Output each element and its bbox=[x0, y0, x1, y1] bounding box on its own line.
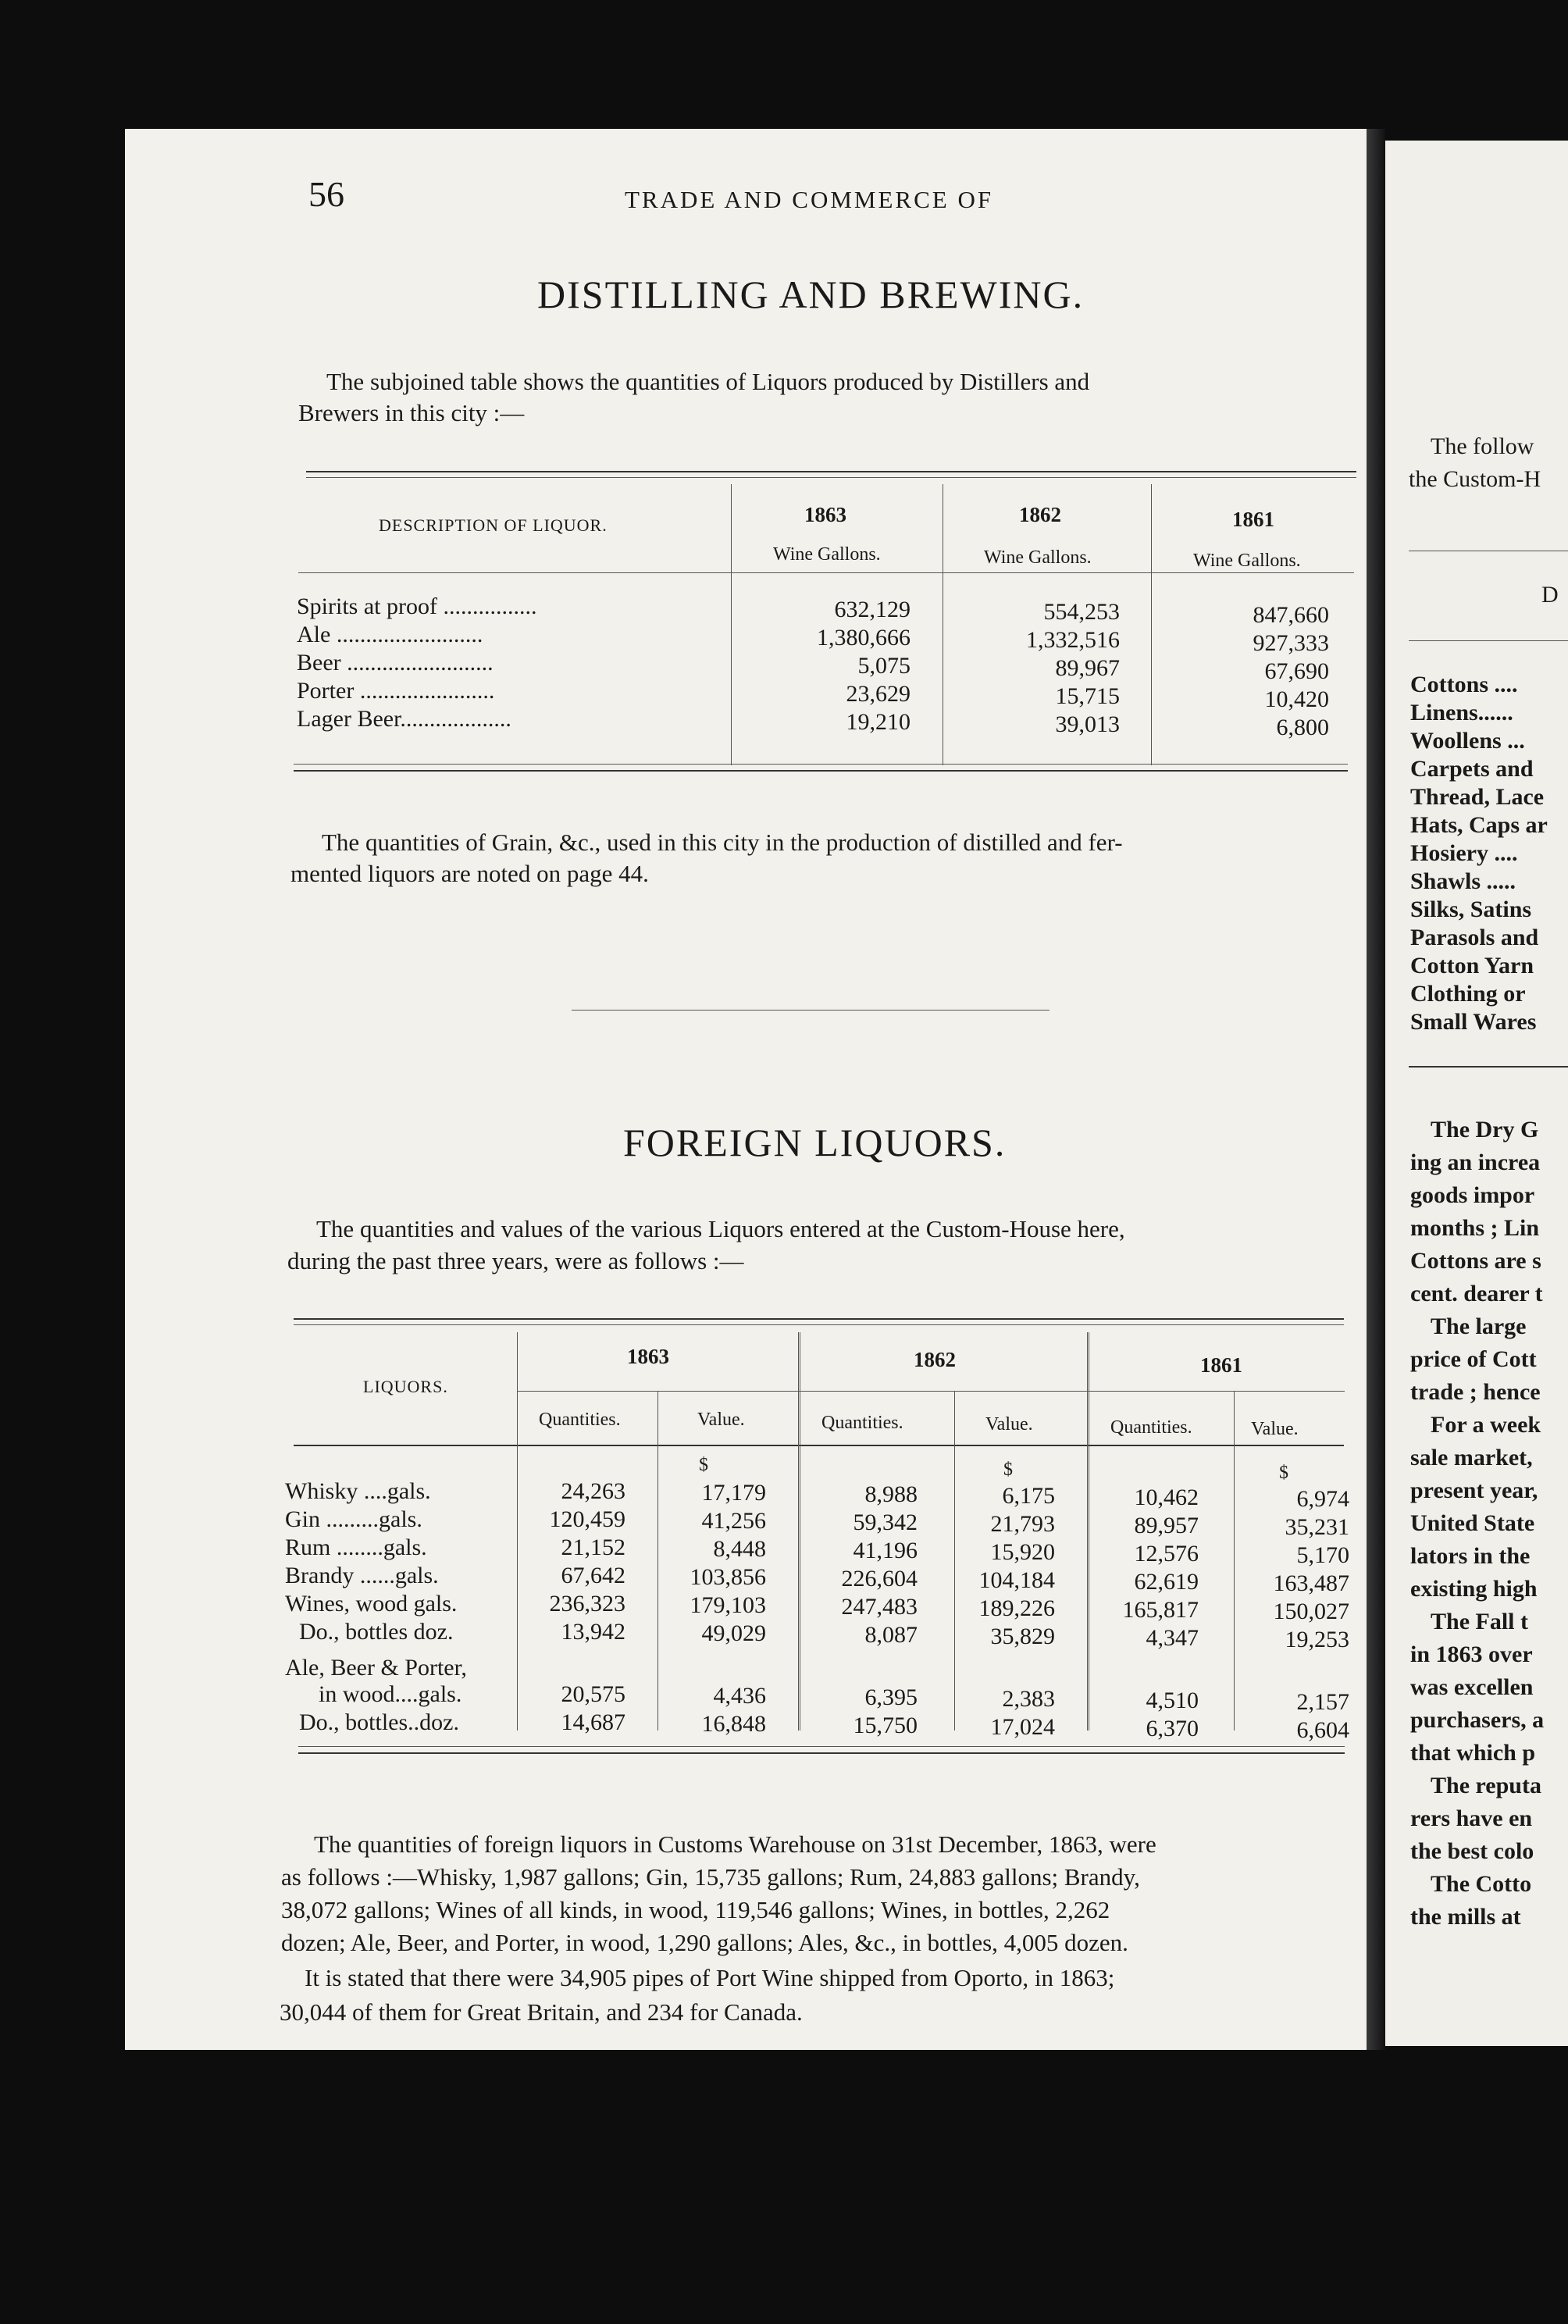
right-page-line: cent. dearer t bbox=[1410, 1281, 1543, 1306]
right-page-line: Cottons .... bbox=[1410, 672, 1518, 697]
table2-dollar-1863: $ bbox=[699, 1455, 708, 1475]
table2-liquors-header: LIQUORS. bbox=[363, 1377, 448, 1396]
table1-cell: 39,013 bbox=[1055, 711, 1120, 737]
table2-cell: 35,829 bbox=[990, 1624, 1055, 1649]
table1-top-rule-2 bbox=[306, 477, 1356, 478]
table2-dollar-1862: $ bbox=[1003, 1460, 1013, 1480]
table2-val-header-1861: Value. bbox=[1251, 1419, 1299, 1439]
table2-cell: 2,383 bbox=[1002, 1686, 1055, 1712]
section-divider bbox=[572, 1010, 1049, 1011]
table1-cell: 554,253 bbox=[1043, 599, 1120, 625]
table2-cell: 179,103 bbox=[690, 1592, 766, 1618]
table2-cell: 104,184 bbox=[978, 1567, 1055, 1593]
table2-cell: 6,974 bbox=[1296, 1486, 1349, 1512]
table1-cell: 89,967 bbox=[1055, 655, 1120, 681]
table1-unit-1861: Wine Gallons. bbox=[1193, 551, 1301, 571]
table2-cell: 120,459 bbox=[549, 1506, 625, 1532]
table2-row-label: Gin .........gals. bbox=[285, 1506, 422, 1532]
right-page-line: the mills at bbox=[1410, 1904, 1521, 1930]
table2-year-1862: 1862 bbox=[914, 1348, 956, 1371]
table1-cell: 6,800 bbox=[1276, 715, 1329, 740]
right-page-line: Thread, Lace bbox=[1410, 784, 1545, 810]
right-page-line: present year, bbox=[1410, 1477, 1538, 1503]
table1-cell: 5,075 bbox=[857, 653, 911, 679]
table2-col-divider bbox=[1234, 1391, 1235, 1731]
right-page-line: United State bbox=[1410, 1510, 1535, 1536]
table2-row-label: Brandy ......gals. bbox=[285, 1563, 439, 1588]
table2-cell: 4,510 bbox=[1146, 1688, 1199, 1713]
table2-year-1863: 1863 bbox=[627, 1345, 669, 1368]
right-page-line: Clothing or bbox=[1410, 981, 1526, 1007]
table2-cell: 49,029 bbox=[701, 1620, 766, 1646]
table2-cell: 20,575 bbox=[561, 1681, 625, 1707]
distilling-note-line1: The quantities of Grain, &c., used in this city in the production of distilled and fer- bbox=[322, 829, 1123, 856]
table2-cell: 6,604 bbox=[1296, 1717, 1349, 1743]
right-page-line: D bbox=[1541, 582, 1559, 608]
table2-val-header-1863: Value. bbox=[697, 1410, 745, 1430]
table2-cell: 15,920 bbox=[990, 1539, 1055, 1565]
table2-cell: 17,024 bbox=[990, 1714, 1055, 1740]
table2-cell: 247,483 bbox=[841, 1594, 918, 1620]
table1-top-rule bbox=[306, 471, 1356, 472]
paragraph-line: The quantities of foreign liquors in Customs Warehouse on 31st December, 1863, were bbox=[314, 1830, 1156, 1858]
right-page-line: Hats, Caps ar bbox=[1410, 812, 1548, 838]
right-page-rule bbox=[1409, 640, 1568, 641]
table1-desc-header: DESCRIPTION OF LIQUOR. bbox=[379, 515, 608, 535]
right-page-line: purchasers, a bbox=[1410, 1707, 1545, 1733]
table2-cell: 189,226 bbox=[978, 1595, 1055, 1621]
right-page-line: the Custom-H bbox=[1409, 466, 1541, 492]
table2-cell: 226,604 bbox=[841, 1566, 918, 1592]
table1-bottom-rule-2 bbox=[294, 770, 1348, 772]
table2-cell: 8,988 bbox=[864, 1481, 918, 1507]
table1-cell: 1,380,666 bbox=[817, 625, 911, 651]
table2-qty-header-1861: Quantities. bbox=[1110, 1417, 1192, 1438]
right-page-line: The Fall t bbox=[1431, 1609, 1528, 1634]
table1-unit-1863: Wine Gallons. bbox=[773, 544, 881, 565]
table2-cell: 59,342 bbox=[853, 1510, 918, 1535]
right-page-line: Shawls ..... bbox=[1410, 868, 1516, 894]
foreign-intro-line1: The quantities and values of the various Liquors entered at the Custom-House here, bbox=[316, 1215, 1125, 1242]
table2-cell: 21,793 bbox=[990, 1511, 1055, 1537]
right-page-line: that which p bbox=[1410, 1740, 1536, 1766]
table2-col-divider bbox=[517, 1332, 518, 1731]
table2-val-header-1862: Value. bbox=[985, 1414, 1033, 1435]
page-gutter bbox=[1367, 129, 1385, 2050]
right-page-line: Woollens ... bbox=[1410, 728, 1525, 754]
right-page-line: existing high bbox=[1410, 1576, 1538, 1602]
table2-row-label: Ale, Beer & Porter, bbox=[285, 1655, 467, 1681]
table2-cell: 12,576 bbox=[1134, 1541, 1199, 1567]
table2-year-1861: 1861 bbox=[1200, 1353, 1242, 1377]
table2-col-divider bbox=[954, 1391, 955, 1731]
paragraph-line: dozen; Ale, Beer, and Porter, in wood, 1,290 gallons; Ales, &c., in bottles, 4,005 dozen. bbox=[281, 1929, 1128, 1956]
table2-cell: 163,487 bbox=[1273, 1570, 1349, 1596]
right-page-line: Silks, Satins bbox=[1410, 896, 1532, 922]
table2-cell: 41,256 bbox=[701, 1508, 766, 1534]
table2-bottom-rule-2 bbox=[298, 1752, 1345, 1754]
table1-cell: 15,715 bbox=[1055, 683, 1120, 709]
table1-cell: 632,129 bbox=[834, 597, 911, 622]
table2-row-label: Rum ........gals. bbox=[285, 1534, 427, 1560]
table2-col-divider bbox=[798, 1332, 800, 1731]
table2-header-rule bbox=[294, 1445, 1344, 1446]
table1-cell: 23,629 bbox=[846, 681, 911, 707]
right-page-line: in 1863 over bbox=[1410, 1641, 1533, 1667]
right-page-line: The Cotto bbox=[1431, 1871, 1532, 1897]
table2-cell: 24,263 bbox=[561, 1478, 625, 1504]
table2-cell: 35,231 bbox=[1285, 1514, 1349, 1540]
right-page-line: lators in the bbox=[1410, 1543, 1531, 1569]
table2-top-rule-2 bbox=[294, 1324, 1344, 1325]
foreign-title: FOREIGN LIQUORS. bbox=[623, 1121, 1007, 1164]
table2-cell: 150,027 bbox=[1273, 1599, 1349, 1624]
table1-header-rule bbox=[298, 572, 1354, 573]
table2-cell: 21,152 bbox=[561, 1534, 625, 1560]
table2-row-label: Whisky ....gals. bbox=[285, 1478, 431, 1504]
right-page-line: Cotton Yarn bbox=[1410, 953, 1534, 978]
right-page-line: trade ; hence bbox=[1410, 1379, 1541, 1405]
table1-cell: 927,333 bbox=[1253, 630, 1329, 656]
distilling-note-line2: mented liquors are noted on page 44. bbox=[290, 860, 649, 887]
table2-cell: 8,448 bbox=[713, 1536, 766, 1562]
table1-bottom-rule bbox=[294, 764, 1348, 765]
right-page-line: Linens...... bbox=[1410, 700, 1513, 725]
table1-cell: 1,332,516 bbox=[1026, 627, 1120, 653]
table2-row-label: Do., bottles..doz. bbox=[299, 1709, 459, 1735]
right-page-line: months ; Lin bbox=[1410, 1215, 1540, 1241]
table2-year-rule bbox=[517, 1391, 1345, 1392]
distilling-title: DISTILLING AND BREWING. bbox=[537, 273, 1085, 316]
table2-dollar-1861: $ bbox=[1279, 1463, 1288, 1483]
table2-cell: 6,370 bbox=[1146, 1716, 1199, 1741]
running-head: TRADE AND COMMERCE OF bbox=[625, 186, 994, 213]
right-page-line: The follow bbox=[1431, 433, 1534, 459]
table2-cell: 4,347 bbox=[1146, 1625, 1199, 1651]
table1-year-1861: 1861 bbox=[1232, 508, 1274, 531]
table2-cell: 165,817 bbox=[1122, 1597, 1199, 1623]
table2-cell: 4,436 bbox=[713, 1683, 766, 1709]
table1-row-label: Porter ....................... bbox=[297, 678, 495, 704]
right-page-line: the best colo bbox=[1410, 1838, 1534, 1864]
right-page-line: sale market, bbox=[1410, 1445, 1533, 1470]
right-page-line: Small Wares bbox=[1410, 1009, 1537, 1035]
table2-cell: 41,196 bbox=[853, 1538, 918, 1563]
table2-cell: 15,750 bbox=[853, 1713, 918, 1738]
table1-col-divider-3 bbox=[1151, 484, 1152, 765]
distilling-intro-line2: Brewers in this city :— bbox=[298, 399, 525, 426]
table2-cell: 10,462 bbox=[1134, 1485, 1199, 1510]
right-page-line: The reputa bbox=[1431, 1773, 1541, 1798]
table1-cell: 847,660 bbox=[1253, 602, 1329, 628]
table2-cell: 17,179 bbox=[701, 1480, 766, 1506]
right-page-line: Hosiery .... bbox=[1410, 840, 1518, 866]
right-page-line: Parasols and bbox=[1410, 925, 1539, 950]
table2-cell: 2,157 bbox=[1296, 1689, 1349, 1715]
table2-cell: 6,175 bbox=[1002, 1483, 1055, 1509]
table2-qty-header-1862: Quantities. bbox=[821, 1413, 903, 1433]
table2-bottom-rule bbox=[298, 1746, 1345, 1747]
table1-unit-1862: Wine Gallons. bbox=[984, 547, 1092, 568]
table2-cell: 13,942 bbox=[561, 1619, 625, 1645]
table2-top-rule bbox=[294, 1318, 1344, 1320]
right-page-line: price of Cott bbox=[1410, 1346, 1537, 1372]
paragraph-line: as follows :—Whisky, 1,987 gallons; Gin, 15,735 gallons; Rum, 24,883 gallons; Brandy, bbox=[281, 1863, 1140, 1891]
table1-col-divider-1 bbox=[731, 484, 732, 765]
paragraph-line: 30,044 of them for Great Britain, and 234 for Canada. bbox=[280, 1998, 803, 2026]
paragraph-line: 38,072 gallons; Wines of all kinds, in wood, 119,546 gallons; Wines, in bottles, 2,262 bbox=[281, 1896, 1110, 1923]
table2-qty-header-1863: Quantities. bbox=[539, 1410, 621, 1430]
table2-row-label: Wines, wood gals. bbox=[285, 1591, 458, 1616]
right-page-line: goods impor bbox=[1410, 1182, 1535, 1208]
table1-row-label: Lager Beer................... bbox=[297, 706, 511, 732]
table2-cell: 103,856 bbox=[690, 1564, 766, 1590]
table1-cell: 10,420 bbox=[1264, 686, 1329, 712]
table2-row-label: Do., bottles doz. bbox=[299, 1619, 454, 1645]
table1-cell: 67,690 bbox=[1264, 658, 1329, 684]
table2-cell: 14,687 bbox=[561, 1709, 625, 1735]
distilling-intro-line1: The subjoined table shows the quantities of Liquors produced by Distillers and bbox=[326, 368, 1090, 395]
table1-row-label: Ale ......................... bbox=[297, 622, 483, 647]
table2-cell: 8,087 bbox=[864, 1622, 918, 1648]
right-page-line: was excellen bbox=[1410, 1674, 1534, 1700]
right-page-fragment bbox=[1385, 141, 1568, 2046]
table2-cell: 89,957 bbox=[1134, 1513, 1199, 1538]
right-page-rule bbox=[1409, 1066, 1568, 1068]
right-page-line: Cottons are s bbox=[1410, 1248, 1541, 1274]
right-page-line: For a week bbox=[1431, 1412, 1541, 1438]
table2-cell: 5,170 bbox=[1296, 1542, 1349, 1568]
table2-cell: 6,395 bbox=[864, 1684, 918, 1710]
right-page-line: The Dry G bbox=[1431, 1117, 1539, 1142]
right-page-line: Carpets and bbox=[1410, 756, 1534, 782]
table2-cell: 62,619 bbox=[1134, 1569, 1199, 1595]
table1-row-label: Spirits at proof ................ bbox=[297, 593, 537, 619]
right-page-line: rers have en bbox=[1410, 1805, 1533, 1831]
table2-col-divider bbox=[1087, 1332, 1089, 1731]
right-page-line: ing an increa bbox=[1410, 1150, 1541, 1175]
table1-year-1863: 1863 bbox=[804, 503, 846, 526]
table1-year-1862: 1862 bbox=[1019, 503, 1061, 526]
paragraph-line: It is stated that there were 34,905 pipes of Port Wine shipped from Oporto, in 1863; bbox=[305, 1964, 1115, 1991]
table2-cell: 16,848 bbox=[701, 1711, 766, 1737]
page-number: 56 bbox=[308, 174, 344, 214]
table2-cell: 19,253 bbox=[1285, 1627, 1349, 1652]
foreign-intro-line2: during the past three years, were as follows :— bbox=[287, 1247, 744, 1274]
table2-col-divider bbox=[657, 1391, 658, 1731]
table1-cell: 19,210 bbox=[846, 709, 911, 735]
right-page-line: The large bbox=[1431, 1313, 1527, 1339]
table1-row-label: Beer ......................... bbox=[297, 650, 494, 675]
table2-cell: 236,323 bbox=[549, 1591, 625, 1616]
table2-row-label: in wood....gals. bbox=[319, 1681, 462, 1707]
table2-cell: 67,642 bbox=[561, 1563, 625, 1588]
